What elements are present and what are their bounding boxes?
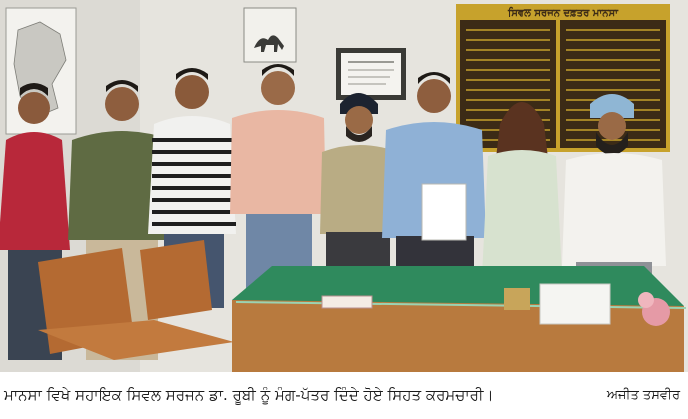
caption-text: ਮਾਨਸਾ ਵਿਖੇ ਸਹਾਇਕ ਸਿਵਲ ਸਰਜਨ ਡਾ. ਰੂਬੀ ਨੂੰ ਮੰਗ-ਪੱਤਰ ਦਿੰਦੇ ਹੋਏ ਸਿਹਤ ਕਰਮਚਾਰੀ। (4, 386, 494, 404)
photo-caption (0, 372, 688, 419)
picture-frame (244, 8, 296, 62)
paper-stack (540, 284, 610, 324)
pen-stand (504, 288, 530, 310)
desk-files (322, 296, 372, 308)
memorandum-paper (422, 184, 466, 240)
photo-credit: ਅਜੀਤ ਤਸਵੀਰ (606, 388, 680, 403)
honour-board-title: ਸਿਵਲ ਸਰਜਨ ਦਫ਼ਤਰ ਮਾਨਸਾ (508, 8, 618, 19)
